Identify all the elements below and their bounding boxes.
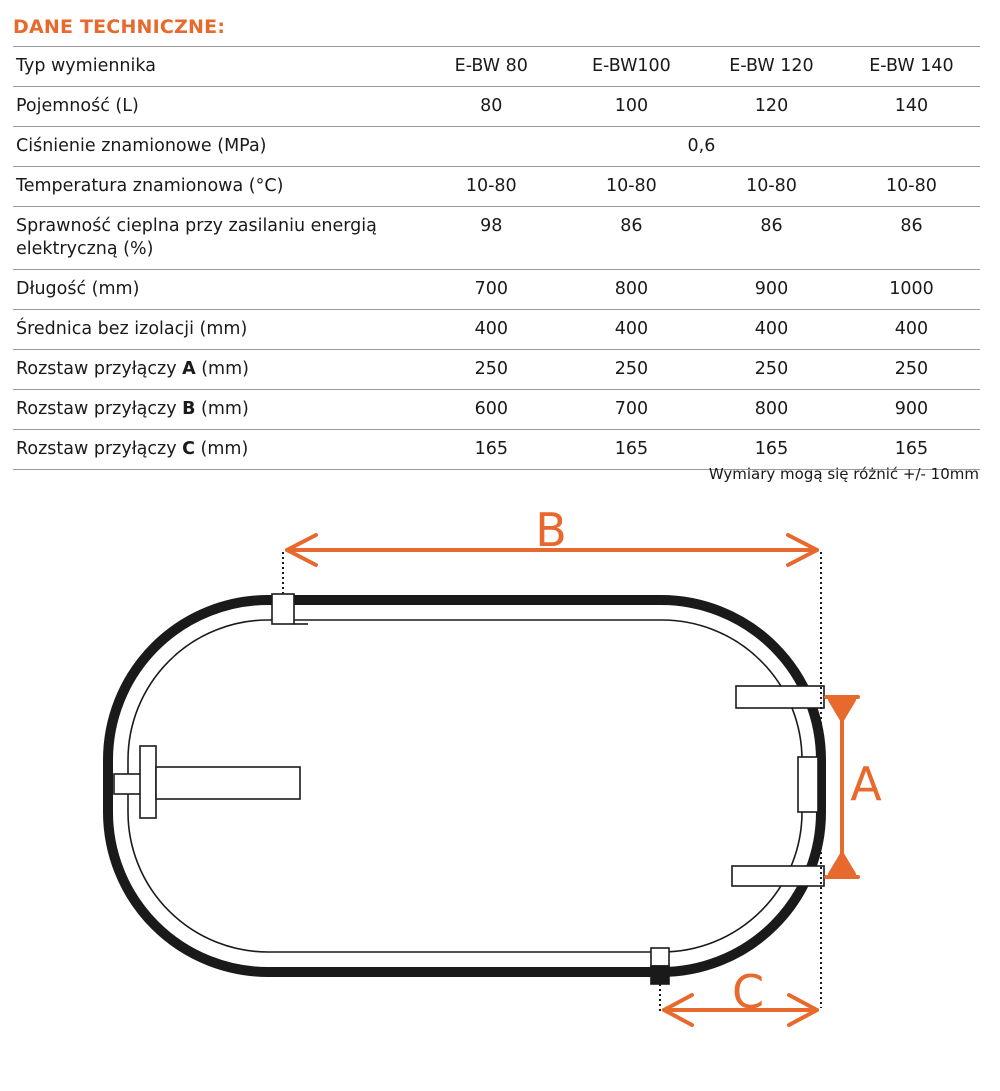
cell-value: 165 xyxy=(420,430,560,470)
cell-value: 165 xyxy=(560,430,700,470)
cell-value: 10-80 xyxy=(700,167,840,207)
cell-value: 400 xyxy=(420,310,560,350)
cell-value: 100 xyxy=(560,87,700,127)
cell-value: 700 xyxy=(560,390,700,430)
cell-value: 250 xyxy=(840,350,980,390)
cell-value: 10-80 xyxy=(420,167,560,207)
bottom-connector xyxy=(651,948,669,984)
table-row xyxy=(13,310,980,350)
row-label: Długość (mm) xyxy=(13,270,420,310)
row-label: Rozstaw przyłączy B (mm) xyxy=(13,390,420,430)
cell-value: 800 xyxy=(560,270,700,310)
dimension-a-label: A xyxy=(850,757,882,811)
row-label: Średnica bez izolacji (mm) xyxy=(13,310,420,350)
cell-value: 250 xyxy=(420,350,560,390)
row-label: Temperatura znamionowa (°C) xyxy=(13,167,420,207)
cell-value: 700 xyxy=(420,270,560,310)
cell-value: 250 xyxy=(700,350,840,390)
row-label: Rozstaw przyłączy A (mm) xyxy=(13,350,420,390)
table-row xyxy=(13,207,980,270)
dimension-c-label: C xyxy=(731,965,765,1019)
row-label: Ciśnienie znamionowe (MPa) xyxy=(13,127,420,167)
cell-value: 10-80 xyxy=(560,167,700,207)
cell-value: 1000 xyxy=(840,270,980,310)
table-row xyxy=(13,127,980,167)
dimension-b-label: B xyxy=(535,503,567,557)
table-row xyxy=(13,167,980,207)
tolerance-note: Wymiary mogą się różnić +/- 10mm xyxy=(708,465,979,483)
cell-value: 10-80 xyxy=(840,167,980,207)
cell-value: 800 xyxy=(700,390,840,430)
cell-value: 165 xyxy=(840,430,980,470)
table-row xyxy=(13,270,980,310)
cell-value: 250 xyxy=(560,350,700,390)
table-row xyxy=(13,390,980,430)
row-label: Sprawność cieplna przy zasilaniu energią elektryczną (%) xyxy=(13,207,420,270)
row-label: Pojemność (L) xyxy=(13,87,420,127)
cell-value: 165 xyxy=(700,430,840,470)
cell-value: 400 xyxy=(560,310,700,350)
cell-value: 86 xyxy=(700,207,840,270)
cell-value: 80 xyxy=(420,87,560,127)
table-row xyxy=(13,430,980,470)
technical-data-table xyxy=(13,46,980,470)
model-header: E-BW 140 xyxy=(840,47,980,87)
cell-value: 400 xyxy=(840,310,980,350)
cell-value: 0,6 xyxy=(420,127,980,167)
table-row xyxy=(13,47,980,87)
section-title: DANE TECHNICZNE: xyxy=(13,16,226,38)
cell-value: 900 xyxy=(700,270,840,310)
cell-value: 140 xyxy=(840,87,980,127)
cell-value: 98 xyxy=(420,207,560,270)
cell-value: 86 xyxy=(840,207,980,270)
cell-value: 400 xyxy=(700,310,840,350)
model-header: E-BW 80 xyxy=(420,47,560,87)
model-header: E-BW100 xyxy=(560,47,700,87)
heat-exchanger-diagram xyxy=(0,490,1000,1091)
table-row xyxy=(13,87,980,127)
table-row xyxy=(13,350,980,390)
row-label: Rozstaw przyłączy C (mm) xyxy=(13,430,420,470)
heating-element xyxy=(114,746,300,818)
cell-value: 900 xyxy=(840,390,980,430)
row-label: Typ wymiennika xyxy=(13,47,420,87)
model-header: E-BW 120 xyxy=(700,47,840,87)
cell-value: 120 xyxy=(700,87,840,127)
cell-value: 86 xyxy=(560,207,700,270)
cell-value: 600 xyxy=(420,390,560,430)
